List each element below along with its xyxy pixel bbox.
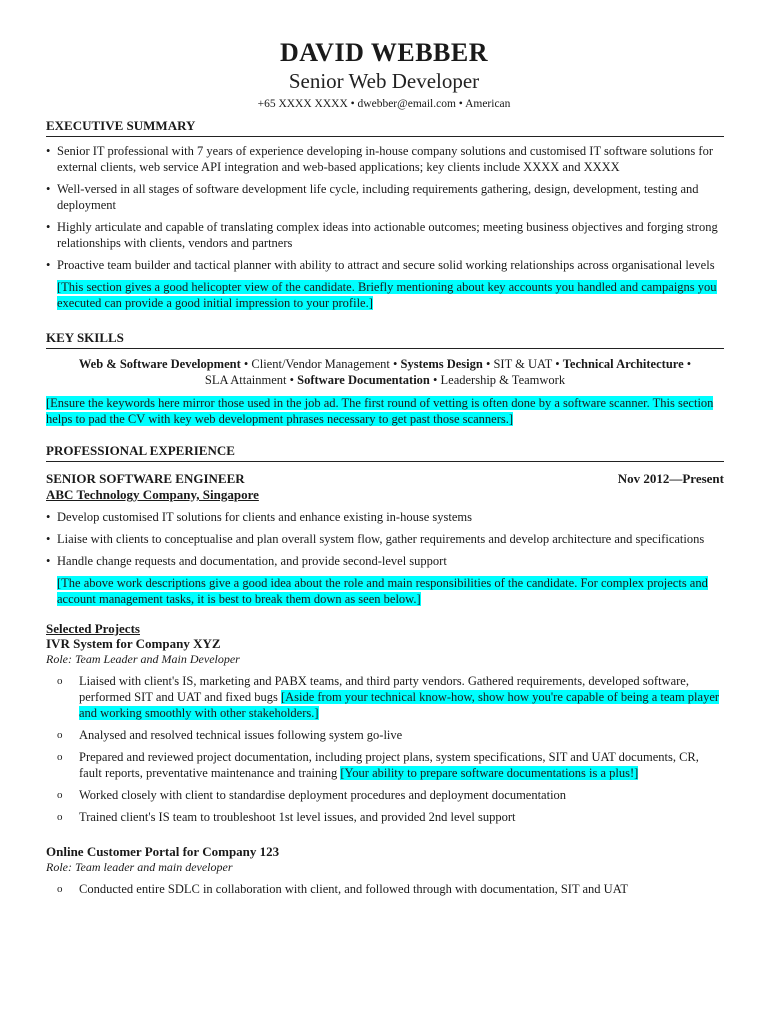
circle-bullet-icon: o (57, 729, 63, 741)
job-dates: Nov 2012—Present (617, 471, 724, 486)
job-duties (46, 509, 724, 569)
project-role: Role: Team Leader and Main Developer (46, 652, 240, 666)
candidate-title: Senior Web Developer (288, 69, 480, 93)
resume-body (46, 117, 724, 897)
duty-bullet: • Handle change requests and documentation, and provide second-level support (46, 554, 447, 568)
circle-bullet-icon: o (57, 883, 63, 895)
bullet-icon: • (46, 510, 51, 524)
company-name: ABC Technology Company, Singapore (46, 487, 259, 502)
project-item: o Conducted entire SDLC in collaboration with client, and followed through with documentation, SIT and UAT (57, 882, 628, 896)
circle-bullet-icon: o (57, 811, 63, 823)
circle-bullet-icon: o (57, 789, 63, 801)
summary-bullet: • Highly articulate and capable of translating complex ideas into actionable outcomes; meeting business objectives and forging strong relationships with clients, vendors and partners (46, 220, 718, 250)
project-item: o Trained client's IS team to troubleshoot 1st level issues, and provided 2nd level support (57, 810, 516, 824)
duty-bullet: • Liaise with clients to conceptualise and plan overall system flow, gather requirements and develop architecture and specifications (46, 532, 705, 546)
project-name: Online Customer Portal for Company 123 (46, 844, 280, 859)
bullet-icon: • (46, 220, 51, 234)
project-item: o Liaised with client's IS, marketing and PABX teams, and third party vendors. Gathered requirements, developed software, performed SIT and UAT and fixed bugs [Aside from your technical know-how, show how you're capable of being a team player and working smoothly with other stakeholders.] (57, 674, 720, 720)
bullet-icon: • (46, 182, 51, 196)
summary-note: [This section gives a good helicopter view of the candidate. Briefly mentioning about key accounts you handled and campaigns you executed can provide a good initial impression to your profile.] (57, 280, 717, 310)
resume-header (0, 0, 768, 112)
skills-heading: KEY SKILLS (46, 329, 724, 349)
bullet-icon: • (46, 554, 51, 568)
summary-bullet: • Well-versed in all stages of software development life cycle, including requirements gathering, design, development, testing and deployment (46, 182, 699, 212)
skills-line: Web & Software Development • Client/Vendor Management • Systems Design • SIT & UAT • Technical Architecture • SLA Attainment • Software Documentation • Leadership & Teamwork (78, 357, 692, 387)
circle-bullet-icon: o (57, 751, 63, 763)
candidate-name: DAVID WEBBER (279, 38, 489, 67)
skills-note: [Ensure the keywords here mirror those used in the job ad. The first round of vetting is often done by a software scanner. This section helps to pad the CV with key web development phrases necessary to get past those scanners.] (46, 396, 714, 426)
summary-bullet: • Proactive team builder and tactical planner with ability to attract and secure solid working relationships across organisational levels (46, 258, 715, 272)
project-role: Role: Team leader and main developer (46, 860, 233, 874)
experience-note: [The above work descriptions give a good idea about the role and main responsibilities of the candidate. For complex projects and account management tasks, it is best to break them down as seen below.] (57, 576, 708, 606)
circle-bullet-icon: o (57, 675, 63, 687)
project-items (46, 673, 724, 825)
summary-list (46, 143, 724, 273)
job-title: SENIOR SOFTWARE ENGINEER (46, 471, 245, 486)
bullet-icon: • (46, 144, 51, 158)
experience-heading: PROFESSIONAL EXPERIENCE (46, 442, 724, 462)
project-items (46, 881, 724, 897)
summary-heading: EXECUTIVE SUMMARY (46, 117, 724, 137)
project-note: [Your ability to prepare software documentations is a plus!] (340, 766, 639, 780)
summary-bullet: • Senior IT professional with 7 years of experience developing in-house company solutions and customised IT software solutions for external clients, web service API integration and web-based applications; key clients include XXXX and XXXX (46, 144, 713, 174)
bullet-icon: • (46, 532, 51, 546)
contact-line: +65 XXXX XXXX • dwebber@email.com • American (257, 98, 511, 110)
job-header (46, 471, 724, 487)
project-item: o Analysed and resolved technical issues following system go-live (57, 728, 403, 742)
bullet-icon: • (46, 258, 51, 272)
project-note: [Aside from your technical know-how, show how you're capable of being a team player and working smoothly with other stakeholders.] (79, 690, 720, 720)
selected-projects-label: Selected Projects (46, 621, 140, 636)
duty-bullet: • Develop customised IT solutions for clients and enhance existing in-house systems (46, 510, 472, 524)
project-item: o Prepared and reviewed project documentation, including project plans, system specifications, SIT and UAT documents, CR, fault reports, preventative maintenance and training [Your ability to prepare software documentations is a plus!] (57, 750, 699, 780)
project-name: IVR System for Company XYZ (46, 636, 221, 651)
project-item: o Worked closely with client to standardise deployment procedures and deployment documentation (57, 788, 567, 802)
